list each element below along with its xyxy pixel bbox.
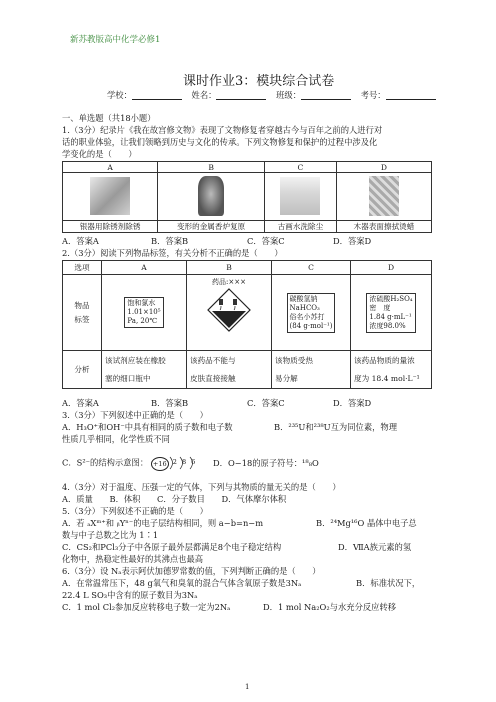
exam-no-label: 考号： — [360, 90, 386, 100]
exam-no-blank[interactable] — [386, 90, 436, 100]
q2-row-label — [63, 275, 102, 351]
q1-col-b: B — [158, 162, 265, 173]
q5-option-a[interactable]: A．若 ₐXᵐ⁺和 ᵦYⁿ⁻的电子层结构相同，则 a−b=n−m — [62, 518, 264, 528]
q2-analysis-d — [351, 351, 432, 389]
q1-option-d[interactable]: D．答案D — [333, 236, 372, 246]
q3-stem: 3.（3分）下列叙述中正确的是（ ） — [62, 410, 208, 420]
q1-caption-b: 变形的金属香炉复原 — [158, 221, 265, 233]
label-d-line4: 浓度98.0% — [369, 321, 406, 330]
q2-head-option: 选项 — [63, 261, 102, 275]
q5-option-c[interactable]: C．CS₂和PCl₃分子中各原子最外层都满足8个电子稳定结构 — [62, 542, 282, 552]
label-a-line3: Pa, 20℃ — [127, 317, 158, 325]
running-header: 新苏教版高中化学必修1 — [70, 35, 161, 45]
q3-option-a-cont: 性质几乎相同，化学性质不同 — [62, 434, 170, 444]
school-label: 学校： — [107, 90, 132, 100]
q1-caption-d: 木器表面擦拭烫蜡 — [336, 221, 431, 233]
school-blank[interactable] — [132, 90, 182, 100]
q3-option-a[interactable]: A．H₃O⁺和OH⁻中具有相同的质子数和电子数 — [62, 422, 233, 432]
page-number: 1 — [245, 683, 250, 691]
analysis-b-line1: 该药品不能与 — [190, 355, 236, 365]
q4-stem: 4.（3分）对于温度、压强一定的气体，下列与其物质的量无关的是（ ） — [62, 482, 341, 492]
page-title: 课时作业3：模块综合试卷 — [183, 74, 335, 89]
woodwork-image — [369, 176, 399, 216]
q1-col-a: A — [63, 162, 158, 173]
q6-option-d[interactable]: D．1 mol Na₂O₂与水充分反应转移 — [263, 602, 397, 612]
q1-image-a — [63, 173, 158, 221]
q6-option-b[interactable]: B．标准状况下， — [356, 578, 421, 588]
sulfide-structure-diagram — [151, 456, 207, 470]
q6-option-c[interactable]: C．1 mol Cl₂参加反应转移电子数一定为2Nₐ — [62, 602, 231, 612]
class-blank[interactable] — [301, 90, 351, 100]
q1-col-d: D — [336, 162, 431, 173]
chlorine-water-label — [124, 297, 163, 328]
q3-option-d[interactable]: D．O−18的原子符号：¹⁸₈O — [213, 458, 319, 468]
q6-stem: 6.（3分）设 Nₐ表示阿伏加德罗常数的值，下列判断正确的是（ ） — [62, 566, 321, 576]
label-c-line4: (84 g·mol⁻¹) — [289, 321, 333, 330]
q1-stem-line3: 学变化的是（ ） — [62, 149, 137, 159]
q2-table — [62, 260, 432, 389]
analysis-d-line1: 该药品物质的量浓 — [354, 355, 415, 365]
q2-stem: 2.（3分）阅读下列物品标签，有关分析不正确的是（ ） — [62, 248, 283, 258]
label-c-line2: NaHCO₃ — [289, 303, 320, 312]
analysis-a-line1: 该试剂应装在橡胶 — [105, 355, 166, 365]
q2-label-c — [272, 275, 351, 351]
q1-caption-c: 古画水洗除尘 — [265, 221, 337, 233]
label-c-line3: 俗名小苏打 — [289, 312, 325, 321]
painting-image — [280, 177, 320, 215]
nucleus-circle: +16 — [151, 457, 169, 471]
sodium-bicarbonate-label — [287, 293, 336, 333]
q2-option-a[interactable]: A．答案A — [62, 398, 99, 408]
q6-option-b-cont: 22.4 L SO₃中含有的原子数目为3Nₐ — [62, 590, 198, 600]
silverware-image — [90, 177, 130, 215]
label-d-line2: 密 度 — [369, 303, 391, 312]
analysis-c-line2: 易分解 — [275, 373, 298, 383]
q5-option-b[interactable]: B．²⁴Mg¹⁶O 晶体中电子总 — [316, 518, 417, 528]
q2-row-label-line1: 物品 — [74, 300, 90, 310]
q1-image-d — [336, 173, 431, 221]
q2-head-d: D — [351, 261, 432, 275]
q4-options[interactable]: A．质量 B．体积 C．分子数目 D．气体摩尔体积 — [62, 494, 287, 504]
q2-option-c[interactable]: C．答案C — [247, 398, 285, 408]
label-c-line1: 碳酸氢钠 — [289, 294, 318, 303]
q5-option-b-cont: 数与中子总数之比为 1∶1 — [62, 530, 159, 540]
q2-label-d — [351, 275, 432, 351]
shell-electron-counts: 2 8 6 — [172, 458, 196, 466]
analysis-c-line1: 该物质受热 — [275, 355, 313, 365]
analysis-d-line2: 度为 18.4 mol·L⁻¹ — [354, 373, 420, 383]
q2-analysis-b — [187, 351, 272, 389]
q1-image-c — [265, 173, 337, 221]
q1-option-b[interactable]: B．答案B — [151, 236, 189, 246]
q2-analysis-c — [272, 351, 351, 389]
q1-stem-line2: 话的职业体验，让我们领略到历史与文化的传承。下列文物修复和保护的过程中涉及化 — [62, 137, 378, 147]
label-b-title: 药品:××× — [212, 278, 246, 286]
q2-option-d[interactable]: D．答案D — [333, 398, 372, 408]
q1-option-c[interactable]: C．答案C — [247, 236, 285, 246]
q5-stem: 5.（3分）下列叙述不正确的是（ ） — [62, 506, 208, 516]
q3-option-b[interactable]: B．²³⁵U和²³⁸U互为同位素，物理 — [274, 422, 398, 432]
info-fields — [107, 90, 436, 100]
label-a-line2: 1.01×10⁵ — [127, 308, 161, 316]
q1-col-c: C — [265, 162, 337, 173]
name-label: 姓名： — [191, 90, 217, 100]
label-d-line3: 1.84 g·mL⁻¹ — [369, 312, 412, 321]
class-label: 班级： — [276, 90, 301, 100]
analysis-b-line2: 皮肤直接接触 — [190, 373, 236, 383]
incense-burner-image — [198, 176, 224, 216]
sulfuric-acid-label — [366, 293, 415, 333]
q3-option-c-label: C．S²⁻的结构示意图： — [62, 457, 149, 468]
q5-option-d[interactable]: D．ⅦA族元素的氢 — [338, 542, 412, 552]
q3-option-c[interactable] — [62, 456, 207, 470]
label-a-line1: 饱和氯水 — [127, 299, 156, 307]
q2-head-c: C — [272, 261, 351, 275]
corrosive-hazard-icon — [206, 287, 252, 333]
q2-label-a — [102, 275, 187, 351]
label-d-line1: 浓硫酸H₂SO₄ — [369, 294, 413, 303]
q1-image-b — [158, 173, 265, 221]
q6-option-a[interactable]: A．在常温常压下，48 g氧气和臭氧的混合气体含氧原子数是3Nₐ — [62, 578, 302, 588]
q5-option-d-cont: 化物中，热稳定性最好的其沸点也最高 — [62, 554, 204, 564]
section-heading: 一、单选题（共18小题） — [62, 113, 156, 123]
name-blank[interactable] — [216, 90, 266, 100]
analysis-a-line2: 塞的细口瓶中 — [105, 373, 151, 383]
q2-head-a: A — [102, 261, 187, 275]
q2-analysis-a — [102, 351, 187, 389]
q2-head-b: B — [187, 261, 272, 275]
q2-analysis-label: 分析 — [63, 351, 102, 389]
q1-table — [62, 161, 432, 233]
q1-caption-a: 银器用除锈剂除锈 — [63, 221, 158, 233]
q2-row-label-line2: 标签 — [74, 314, 90, 324]
q1-option-a[interactable]: A．答案A — [62, 236, 99, 246]
q1-stem-line1: 1.（3分）纪录片《我在故宫修文物》表现了文物修复者穿越古今与百年之前的人进行对 — [62, 125, 383, 135]
q2-option-b[interactable]: B．答案B — [151, 398, 189, 408]
q2-label-b — [187, 275, 272, 351]
